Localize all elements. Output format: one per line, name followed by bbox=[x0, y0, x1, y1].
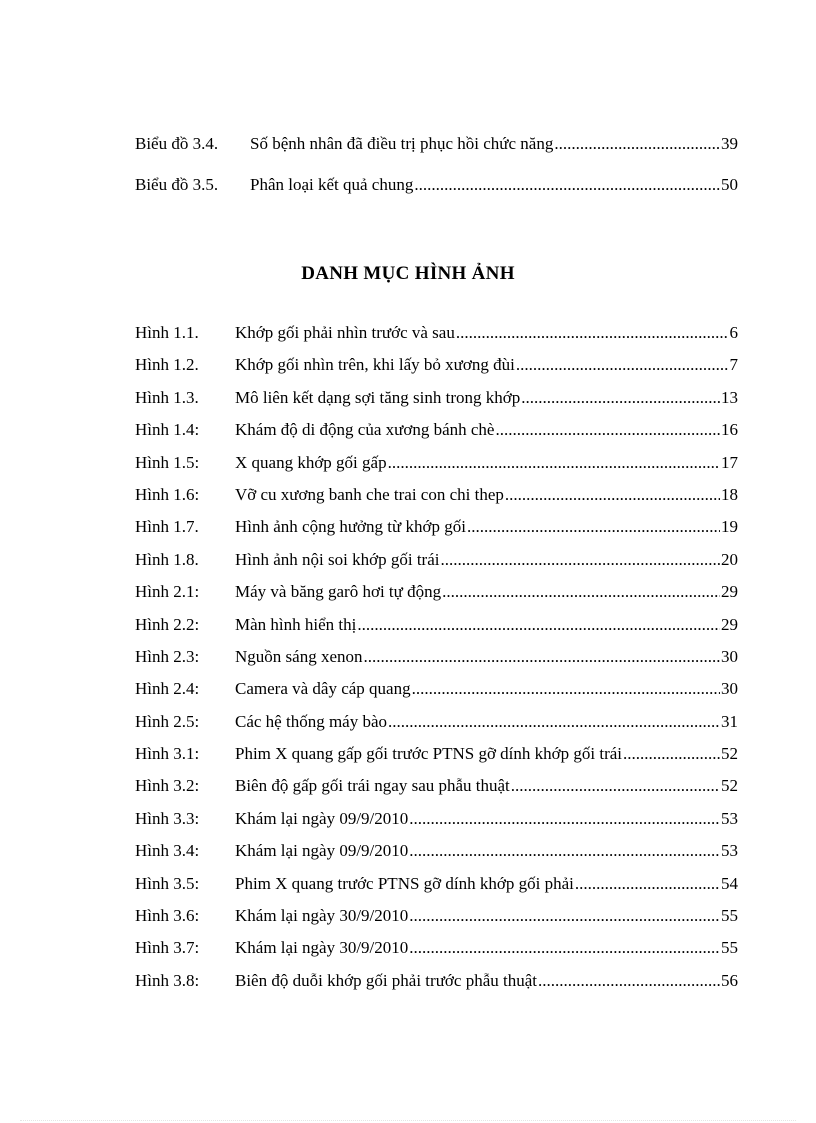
chart-list bbox=[135, 134, 738, 216]
entry-label: Hình 2.2: bbox=[135, 614, 200, 634]
entry-title: Phim X quang gấp gối trước PTNS gỡ dính khớp gối trái bbox=[235, 744, 623, 764]
entry-page-number: 53 bbox=[721, 841, 738, 861]
entry-label: Hình 1.4: bbox=[135, 420, 200, 440]
dot-leader bbox=[412, 679, 720, 699]
entry-title: Số bệnh nhân đã điều trị phục hồi chức năng bbox=[250, 134, 554, 153]
dot-leader bbox=[388, 453, 720, 473]
entry-title: Các hệ thống máy bào bbox=[235, 711, 388, 731]
entry-title: Camera và dây cáp quang bbox=[235, 679, 411, 699]
dot-leader bbox=[409, 938, 720, 958]
entry-label: Hình 3.8: bbox=[135, 970, 200, 990]
figure-list-entry bbox=[135, 615, 738, 647]
page-bottom-divider bbox=[20, 1120, 796, 1121]
figure-list-entry bbox=[135, 420, 738, 452]
figure-list-entry bbox=[135, 809, 738, 841]
entry-label: Hình 2.4: bbox=[135, 679, 200, 699]
entry-page-number: 30 bbox=[721, 679, 738, 699]
figure-list-heading: DANH MỤC HÌNH ẢNH bbox=[301, 263, 515, 284]
chart-list-entry bbox=[135, 134, 738, 175]
entry-title: Phim X quang trước PTNS gỡ dính khớp gối phải bbox=[235, 873, 574, 893]
entry-label: Hình 1.6: bbox=[135, 484, 200, 504]
entry-label: Hình 1.8. bbox=[135, 549, 199, 569]
entry-page-number: 19 bbox=[721, 517, 738, 537]
entry-title: Hình ảnh cộng hưởng từ khớp gối bbox=[235, 517, 466, 537]
entry-label: Hình 1.5: bbox=[135, 452, 200, 472]
entry-label: Hình 1.1. bbox=[135, 323, 199, 342]
entry-title: Biên độ gấp gối trái ngay sau phẫu thuật bbox=[235, 776, 510, 796]
dot-leader bbox=[363, 647, 720, 667]
entry-page-number: 13 bbox=[721, 387, 738, 407]
entry-title: Khớp gối nhìn trên, khi lấy bỏ xương đùi bbox=[235, 355, 515, 375]
dot-leader bbox=[516, 355, 729, 375]
figure-list-entry bbox=[135, 841, 738, 873]
entry-page-number: 29 bbox=[721, 582, 738, 602]
entry-page-number: 55 bbox=[721, 938, 738, 958]
entry-label: Biểu đồ 3.5. bbox=[135, 175, 219, 194]
entry-page-number: 39 bbox=[721, 134, 738, 153]
entry-page-number: 20 bbox=[721, 549, 738, 569]
dot-leader bbox=[467, 517, 720, 537]
dot-leader bbox=[440, 550, 720, 570]
figure-list-entry bbox=[135, 776, 738, 808]
figure-list-entry bbox=[135, 323, 738, 355]
entry-label: Hình 2.5: bbox=[135, 711, 200, 731]
entry-title: X quang khớp gối gấp bbox=[235, 452, 387, 472]
entry-page-number: 31 bbox=[721, 711, 738, 731]
dot-leader bbox=[521, 388, 720, 408]
entry-label: Hình 3.2: bbox=[135, 776, 200, 796]
figure-list-entry bbox=[135, 971, 738, 1003]
entry-title: Nguồn sáng xenon bbox=[235, 646, 363, 666]
entry-title: Hình ảnh nội soi khớp gối trái bbox=[235, 549, 440, 569]
entry-title: Mô liên kết dạng sợi tăng sinh trong khớp bbox=[235, 387, 521, 407]
entry-label: Hình 1.2. bbox=[135, 355, 199, 375]
figure-list-entry bbox=[135, 938, 738, 970]
entry-label: Hình 3.6: bbox=[135, 906, 200, 926]
entry-label: Hình 3.5: bbox=[135, 873, 200, 893]
entry-label: Hình 3.7: bbox=[135, 938, 200, 958]
dot-leader bbox=[409, 841, 720, 861]
figure-list-entry bbox=[135, 679, 738, 711]
figure-list-entry bbox=[135, 647, 738, 679]
figure-list bbox=[135, 323, 738, 1003]
entry-page-number: 50 bbox=[721, 175, 738, 194]
dot-leader bbox=[575, 874, 720, 894]
entry-page-number: 16 bbox=[721, 420, 738, 440]
figure-list-entry bbox=[135, 744, 738, 776]
dot-leader bbox=[623, 744, 720, 764]
dot-leader bbox=[495, 420, 720, 440]
entry-title: Khám lại ngày 09/9/2010 bbox=[235, 808, 409, 828]
dot-leader bbox=[414, 175, 720, 195]
dot-leader bbox=[505, 485, 720, 505]
figure-list-entry bbox=[135, 388, 738, 420]
entry-title: Khám lại ngày 09/9/2010 bbox=[235, 841, 409, 861]
entry-label: Hình 2.3: bbox=[135, 646, 200, 666]
dot-leader bbox=[456, 323, 729, 343]
entry-page-number: 17 bbox=[721, 452, 738, 472]
entry-label: Biểu đồ 3.4. bbox=[135, 134, 219, 153]
dot-leader bbox=[388, 712, 720, 732]
entry-page-number: 55 bbox=[721, 906, 738, 926]
chart-list-entry bbox=[135, 175, 738, 216]
entry-page-number: 7 bbox=[729, 355, 738, 375]
entry-title: Biên độ duỗi khớp gối phải trước phẫu thuật bbox=[235, 970, 537, 990]
dot-leader bbox=[554, 134, 720, 154]
entry-page-number: 18 bbox=[721, 484, 738, 504]
figure-list-entry bbox=[135, 485, 738, 517]
entry-page-number: 52 bbox=[721, 744, 738, 764]
entry-page-number: 29 bbox=[721, 614, 738, 634]
dot-leader bbox=[511, 776, 720, 796]
entry-label: Hình 3.3: bbox=[135, 808, 200, 828]
entry-page-number: 6 bbox=[729, 323, 738, 342]
entry-title: Khớp gối phải nhìn trước và sau bbox=[235, 323, 455, 342]
figure-list-entry bbox=[135, 550, 738, 582]
entry-title: Vỡ cu xương banh che trai con chi thep bbox=[235, 484, 504, 504]
figure-list-entry bbox=[135, 517, 738, 549]
figure-list-entry bbox=[135, 906, 738, 938]
figure-list-entry bbox=[135, 712, 738, 744]
entry-label: Hình 1.7. bbox=[135, 517, 199, 537]
dot-leader bbox=[357, 615, 720, 635]
figure-list-entry bbox=[135, 874, 738, 906]
dot-leader bbox=[409, 906, 720, 926]
entry-title: Phân loại kết quả chung bbox=[250, 175, 414, 194]
entry-page-number: 54 bbox=[721, 873, 738, 893]
dot-leader bbox=[538, 971, 720, 991]
entry-label: Hình 2.1: bbox=[135, 582, 200, 602]
entry-title: Màn hình hiển thị bbox=[235, 614, 357, 634]
entry-page-number: 30 bbox=[721, 646, 738, 666]
entry-title: Khám lại ngày 30/9/2010 bbox=[235, 906, 409, 926]
dot-leader bbox=[409, 809, 720, 829]
entry-title: Khám lại ngày 30/9/2010 bbox=[235, 938, 409, 958]
figure-list-entry bbox=[135, 582, 738, 614]
entry-label: Hình 3.1: bbox=[135, 744, 200, 764]
figure-list-entry bbox=[135, 453, 738, 485]
figure-list-entry bbox=[135, 355, 738, 387]
entry-page-number: 53 bbox=[721, 808, 738, 828]
entry-page-number: 52 bbox=[721, 776, 738, 796]
entry-label: Hình 1.3. bbox=[135, 387, 199, 407]
entry-label: Hình 3.4: bbox=[135, 841, 200, 861]
entry-title: Máy và băng garô hơi tự động bbox=[235, 582, 442, 602]
entry-page-number: 56 bbox=[721, 970, 738, 990]
dot-leader bbox=[442, 582, 720, 602]
entry-title: Khám độ di động của xương bánh chè bbox=[235, 420, 495, 440]
